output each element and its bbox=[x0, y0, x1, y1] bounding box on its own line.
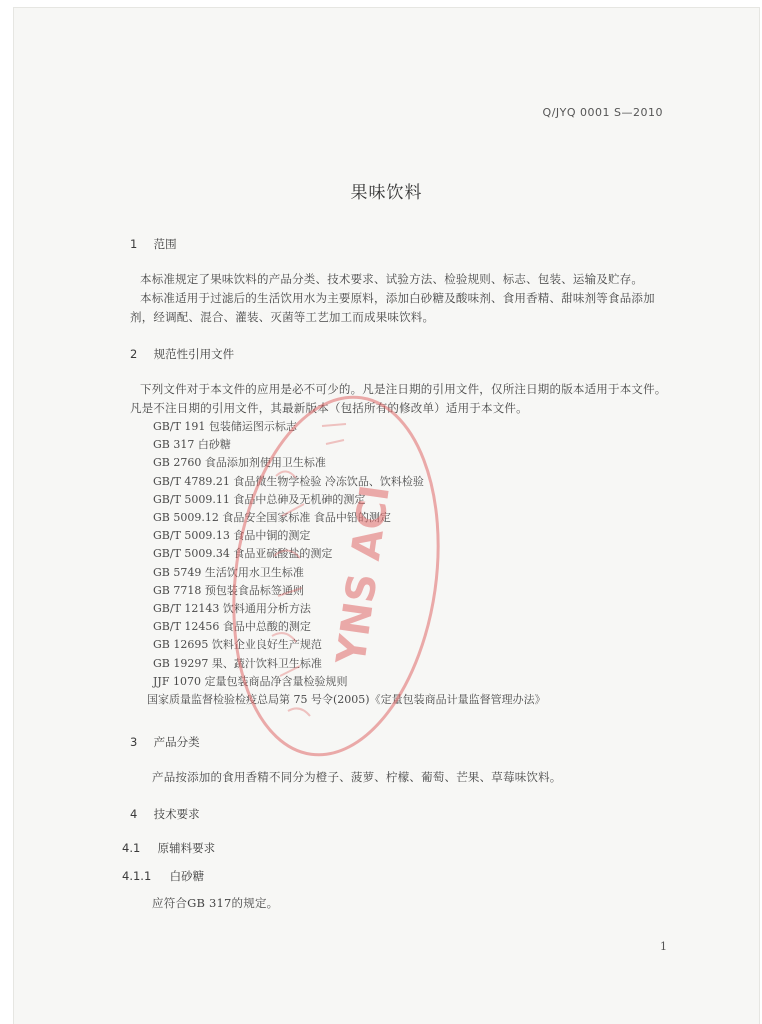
scope-paragraph-2: 本标准适用于过滤后的生活饮用水为主要原料，添加白砂糖及酸味剂、食用香精、甜味剂等食品添加剂，经调配、混合、灌装、灭菌等工艺加工而成果味饮料。 bbox=[130, 291, 655, 324]
section-number: 4.1 bbox=[122, 841, 141, 855]
reference-item: GB 5009.12 食品安全国家标准 食品中铅的测定 bbox=[153, 511, 391, 525]
reference-item: GB 2760 食品添加剂使用卫生标准 bbox=[153, 456, 326, 470]
classification-paragraph: 产品按添加的食用香精不同分为橙子、菠萝、柠檬、葡萄、芒果、草莓味饮料。 bbox=[152, 770, 562, 784]
subsection-heading-raw-materials bbox=[122, 840, 215, 856]
reference-item: GB/T 5009.11 食品中总砷及无机砷的测定 bbox=[153, 492, 366, 506]
scope-text bbox=[130, 270, 678, 327]
reference-item: GB/T 12143 饮料通用分析方法 bbox=[153, 602, 311, 616]
section-heading-technical-requirements bbox=[130, 806, 200, 822]
section-title: 原辅料要求 bbox=[157, 841, 216, 855]
section-number: 4.1.1 bbox=[122, 869, 152, 883]
classification-text bbox=[142, 768, 682, 787]
document-page bbox=[14, 8, 759, 1024]
section-number: 3 bbox=[130, 735, 138, 749]
reference-item: GB/T 4789.21 食品微生物学检验 冷冻饮品、饮料检验 bbox=[153, 474, 424, 488]
section-title: 技术要求 bbox=[153, 807, 200, 821]
scope-paragraph-1: 本标准规定了果味饮料的产品分类、技术要求、试验方法、检验规则、标志、包装、运输及贮存。 bbox=[140, 272, 644, 286]
reference-list bbox=[147, 418, 546, 709]
section-title: 白砂糖 bbox=[169, 869, 205, 883]
white-sugar-text: 应符合GB 317的规定。 bbox=[152, 896, 279, 910]
section-heading-classification bbox=[130, 734, 200, 750]
reference-item: GB 5749 生活饮用水卫生标准 bbox=[153, 565, 304, 579]
reference-item: GB/T 5009.13 食品中铜的测定 bbox=[153, 529, 311, 543]
seal-text: YNS ACI bbox=[328, 482, 400, 668]
document-number: Q/JYQ 0001 S—2010 bbox=[542, 106, 663, 119]
reference-item: JJF 1070 定量包装商品净含量检验规则 bbox=[153, 674, 348, 688]
section-title: 规范性引用文件 bbox=[153, 347, 235, 361]
reference-item: GB 7718 预包装食品标签通则 bbox=[153, 583, 304, 597]
section-title: 范围 bbox=[153, 237, 177, 251]
section-number: 1 bbox=[130, 237, 138, 251]
section-heading-normative-references bbox=[130, 346, 234, 362]
section-heading-scope bbox=[130, 236, 177, 252]
reference-item: GB 12695 饮料企业良好生产规范 bbox=[153, 638, 322, 652]
subsection-heading-white-sugar bbox=[122, 868, 204, 884]
reference-item: GB/T 191 包装储运图示标志 bbox=[153, 420, 297, 433]
reference-item: 国家质量监督检验检疫总局第 75 号令(2005)《定量包装商品计量监督管理办法》 bbox=[147, 693, 546, 707]
reference-item: GB/T 12456 食品中总酸的测定 bbox=[153, 620, 311, 634]
document-title: 果味饮料 bbox=[350, 183, 423, 203]
section-number: 2 bbox=[130, 347, 138, 361]
section-title: 产品分类 bbox=[153, 735, 200, 749]
white-sugar-requirement bbox=[142, 894, 690, 913]
reference-item: GB/T 5009.34 食品亚硫酸盐的测定 bbox=[153, 547, 333, 561]
reference-item: GB 19297 果、蔬汁饮料卫生标准 bbox=[153, 656, 322, 670]
references-intro bbox=[130, 380, 678, 418]
section-number: 4 bbox=[130, 807, 138, 821]
page-number: 1 bbox=[660, 940, 667, 953]
reference-item: GB 317 白砂糖 bbox=[153, 438, 231, 452]
references-intro-text: 下列文件对于本文件的应用是必不可少的。凡是注日期的引用文件，仅所注日期的版本适用于本文件。凡是不注日期的引用文件，其最新版本（包括所有的修改单）适用于本文件。 bbox=[130, 382, 667, 415]
